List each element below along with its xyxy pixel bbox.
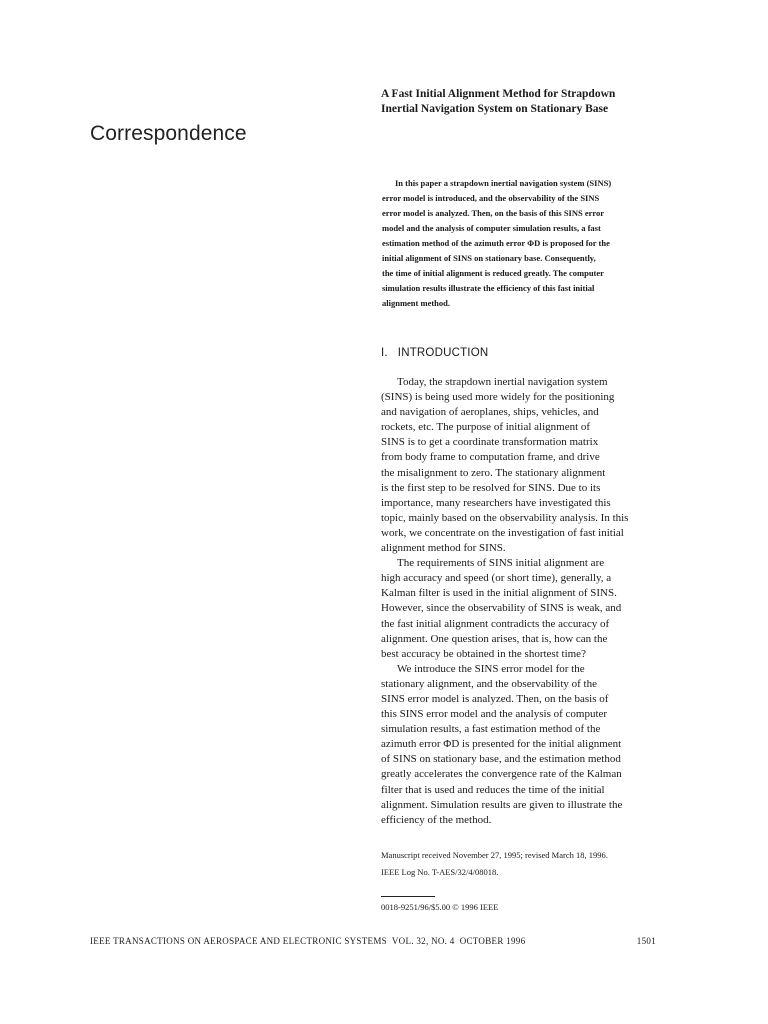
body-line: stationary alignment, and the observability of the <box>381 677 597 690</box>
abstract-line: estimation method of the azimuth error ΦD is proposed for the <box>382 238 610 248</box>
volume-issue: VOL. 32, NO. 4 <box>391 936 455 946</box>
body-line: alignment. One question arises, that is, how can the <box>381 632 608 645</box>
body-line: of SINS on stationary base, and the estimation method <box>381 753 621 766</box>
body-line: greatly accelerates the convergence rate of the Kalman <box>381 768 622 781</box>
body-line: importance, many researchers have investigated this <box>381 496 611 509</box>
issue-date: OCTOBER 1996 <box>459 936 526 946</box>
body-line: the misalignment to zero. The stationary alignment <box>381 466 606 479</box>
manuscript-received-note: Manuscript received November 27, 1995; revised March 18, 1996. <box>381 850 608 860</box>
abstract-line: error model is analyzed. Then, on the basis of this SINS error <box>382 208 605 218</box>
footnote-rule <box>381 896 435 897</box>
introduction-heading <box>381 347 488 359</box>
copyright-note: 0018-9251/96/$5.00 © 1996 IEEE <box>381 902 499 912</box>
section-heading: Correspondence <box>90 122 247 145</box>
body-line: SINS error model is analyzed. Then, on the basis of <box>381 692 609 705</box>
body-line: this SINS error model and the analysis of computer <box>381 708 608 721</box>
body-line: the fast initial alignment contradicts the accuracy of <box>381 617 610 630</box>
page-number: 1501 <box>636 936 656 946</box>
body-line: Kalman filter is used in the initial alignment of SINS. <box>381 587 617 600</box>
body-line: topic, mainly based on the observability analysis. In this <box>381 511 629 524</box>
title-line: Inertial Navigation System on Stationary Base <box>381 103 609 115</box>
body-line: efficiency of the method. <box>381 813 492 826</box>
body-line: We introduce the SINS error model for the <box>397 662 585 675</box>
body-line: However, since the observability of SINS is weak, and <box>381 602 622 615</box>
body-line: work, we concentrate on the investigation of fast initial <box>381 526 624 539</box>
abstract-line: error model is introduced, and the observability of the SINS <box>382 193 600 203</box>
body-line: from body frame to computation frame, and drive <box>381 451 600 464</box>
title-line: A Fast Initial Alignment Method for Strapdown <box>381 88 616 100</box>
body-line: filter that is used and reduces the time of the initial <box>381 783 605 796</box>
body-line: high accuracy and speed (or short time), generally, a <box>381 572 612 585</box>
body-line: SINS is to get a coordinate transformation matrix <box>381 436 599 449</box>
body-line: azimuth error ΦD is presented for the initial alignment <box>381 738 622 751</box>
article-title <box>381 87 681 117</box>
body-line: is the first step to be resolved for SINS. Due to its <box>381 481 601 494</box>
abstract-line: alignment method. <box>382 298 450 308</box>
body-line: (SINS) is being used more widely for the positioning <box>381 391 615 404</box>
abstract-line: model and the analysis of computer simulation results, a fast <box>382 223 601 233</box>
section-title: INTRODUCTION <box>397 347 489 359</box>
abstract-line: In this paper a strapdown inertial navigation system (SINS) <box>395 178 612 188</box>
body-line: alignment. Simulation results are given to illustrate the <box>381 798 623 811</box>
body-line: rockets, etc. The purpose of initial alignment of <box>381 421 591 434</box>
abstract-line: the time of initial alignment is reduced greatly. The computer <box>382 268 604 278</box>
ieee-log-note: IEEE Log No. T-AES/32/4/08018. <box>381 867 499 877</box>
page-footer <box>90 936 656 946</box>
abstract-line: simulation results illustrate the efficiency of this fast initial <box>382 283 595 293</box>
body-line: best accuracy be obtained in the shortest time? <box>381 647 586 660</box>
section-number: I. <box>381 347 388 359</box>
body-line: and navigation of aeroplanes, ships, vehicles, and <box>381 406 599 419</box>
body-line: Today, the strapdown inertial navigation system <box>397 376 608 388</box>
journal-name: IEEE TRANSACTIONS ON AEROSPACE AND ELECTRONIC SYSTEMS <box>90 936 387 946</box>
abstract-line: initial alignment of SINS on stationary base. Consequently, <box>382 253 596 263</box>
body-line: alignment method for SINS. <box>381 542 506 555</box>
body-line: simulation results, a fast estimation method of the <box>381 723 601 736</box>
introduction-body <box>381 375 671 828</box>
body-line: The requirements of SINS initial alignment are <box>397 557 605 570</box>
abstract <box>382 176 652 311</box>
